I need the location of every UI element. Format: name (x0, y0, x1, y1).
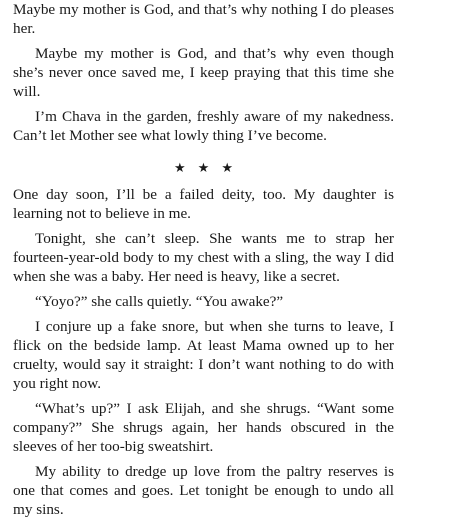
book-page (13, 0, 394, 525)
paragraph-cant-sleep: Tonight, she can’t sleep. She wants me to strap her fourteen-year-old body to my chest with a sling, the way I did when she was a baby. Her need is heavy, like a secret. (13, 230, 394, 285)
paragraph-whats-up: “What’s up?” I ask Elijah, and she shrugs. “Want some company?” She shrugs again, her hands obscured in the sleeves of her too-big sweatshirt. (13, 400, 394, 455)
paragraph-chava-garden: I’m Chava in the garden, freshly aware of my nakedness. Can’t let Mother see what lowly thing I’ve become. (13, 108, 394, 144)
paragraph-god-praying: Maybe my mother is God, and that’s why even though she’s never once saved me, I keep praying that this time she will. (13, 45, 394, 100)
paragraph-failed-deity: One day soon, I’ll be a failed deity, too. My daughter is learning not to believe in me. (13, 186, 394, 222)
paragraph-undo-sins: My ability to dredge up love from the paltry reserves is one that comes and goes. Let tonight be enough to undo all my sins. (13, 463, 394, 518)
section-break-stars: ★★★ (174, 160, 245, 175)
paragraph-god-pleases: Maybe my mother is God, and that’s why nothing I do pleases her. (13, 1, 394, 37)
paragraph-yoyo: “Yoyo?” she calls quietly. “You awake?” (35, 293, 284, 310)
paragraph-fake-snore: I conjure up a fake snore, but when she turns to leave, I flick on the bedside lamp. At least Mama owned up to her cruelty, would say it straight: I don’t want nothing to do with you right now. (13, 318, 394, 392)
